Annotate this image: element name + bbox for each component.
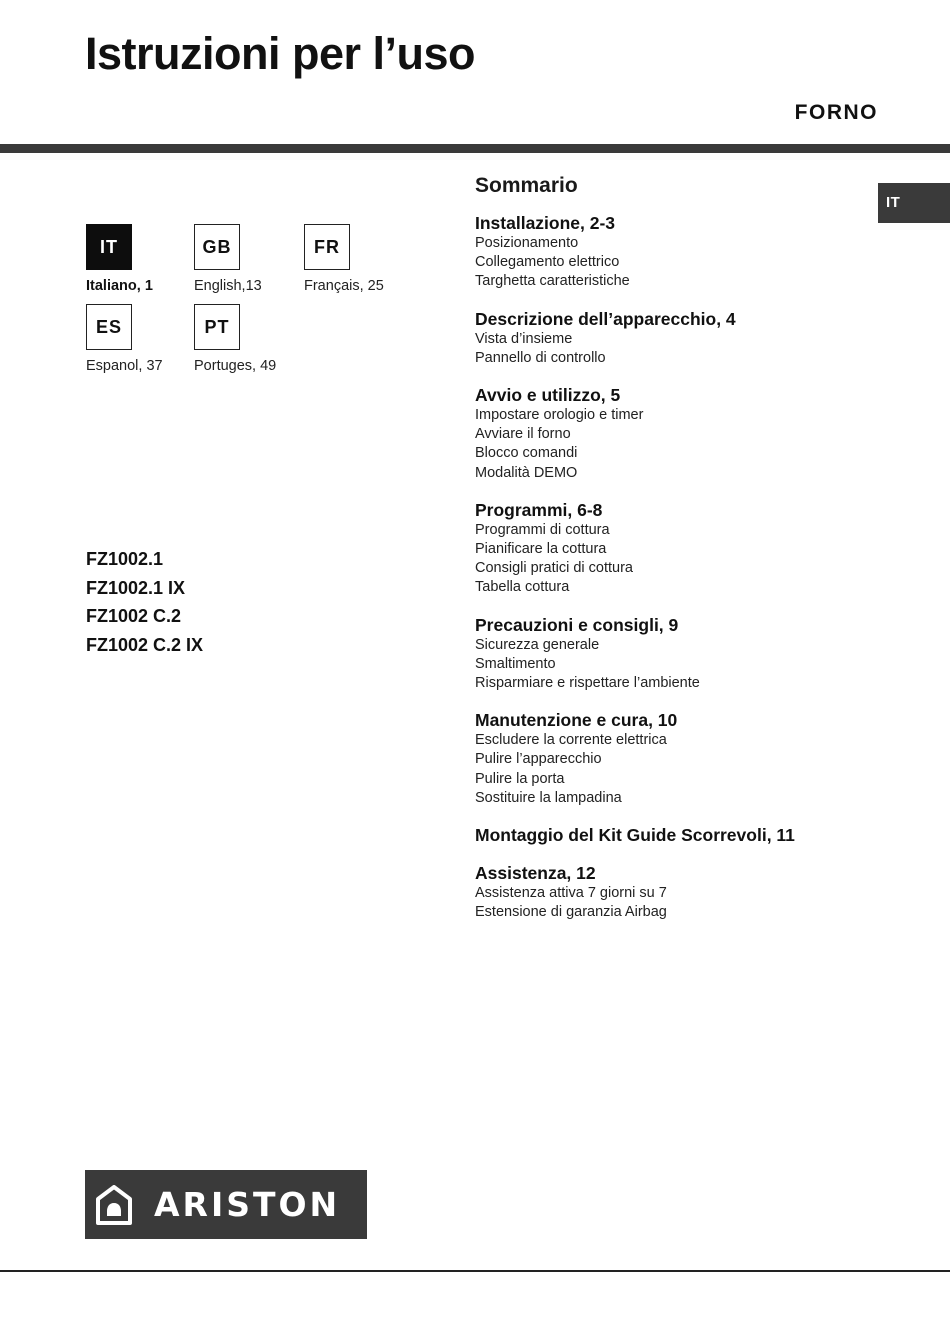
toc-item: Collegamento elettrico: [475, 254, 620, 271]
language-code-box[interactable]: ES: [86, 304, 132, 350]
toc-item: Pianificare la cottura: [475, 541, 607, 558]
toc-item: Programmi di cottura: [475, 521, 610, 538]
table-of-contents: [475, 174, 875, 938]
model-number: FZ1002.1 IX: [86, 577, 186, 598]
product-type: FORNO: [794, 101, 878, 124]
toc-section: [475, 499, 875, 598]
language-selector: [86, 224, 426, 374]
language-option-pt[interactable]: [194, 304, 304, 374]
language-code-box[interactable]: GB: [194, 224, 240, 270]
toc-item: Vista d’insieme: [475, 330, 573, 347]
toc-item: Sostituire la lampadina: [475, 789, 622, 806]
toc-item: Targhetta caratteristiche: [475, 273, 630, 290]
language-label: Italiano, 1: [86, 278, 153, 294]
toc-item: Blocco comandi: [475, 445, 578, 462]
toc-item: Risparmiare e rispettare l’ambiente: [475, 675, 700, 692]
toc-item: Avviare il forno: [475, 426, 571, 443]
toc-section: [475, 384, 875, 483]
toc-item: Pulire l’apparecchio: [475, 751, 602, 768]
toc-item: Tabella cottura: [475, 579, 570, 596]
language-label: English,13: [194, 278, 262, 294]
toc-heading: Programmi, 6-8: [475, 499, 603, 520]
language-code-box[interactable]: IT: [86, 224, 132, 270]
model-list: [86, 546, 203, 661]
page-title: Istruzioni per l’uso: [85, 28, 476, 79]
house-logo-icon: [96, 1185, 132, 1225]
toc-section: [475, 212, 875, 292]
toc-section: [475, 862, 875, 922]
toc-item: Posizionamento: [475, 235, 579, 251]
toc-item: Estensione di garanzia Airbag: [475, 904, 667, 921]
toc-item: Smaltimento: [475, 655, 556, 672]
toc-heading: Manutenzione e cura, 10: [475, 710, 678, 731]
language-label: Espanol, 37: [86, 358, 163, 374]
toc-heading: Avvio e utilizzo, 5: [475, 385, 621, 406]
toc-item: Pulire la porta: [475, 770, 565, 787]
toc-section: [475, 709, 875, 808]
model-number: FZ1002.1: [86, 549, 164, 569]
toc-item: Escludere la corrente elettrica: [475, 732, 667, 749]
language-option-es[interactable]: [86, 304, 194, 374]
language-code-box[interactable]: PT: [194, 304, 240, 350]
language-label: Français, 25: [304, 278, 384, 294]
language-code-box[interactable]: FR: [304, 224, 350, 270]
toc-item: Modalità DEMO: [475, 464, 578, 481]
toc-item: Pannello di controllo: [475, 349, 606, 366]
language-option-fr[interactable]: [304, 224, 412, 294]
model-number: FZ1002 C.2: [86, 606, 182, 627]
toc-item: Impostare orologio e timer: [475, 407, 644, 424]
toc-item: Assistenza attiva 7 giorni su 7: [475, 885, 667, 902]
language-option-gb[interactable]: [194, 224, 304, 294]
toc-sections: [475, 212, 875, 922]
brand-name: ARISTON: [154, 1185, 341, 1224]
toc-heading: Assistenza, 12: [475, 863, 596, 884]
toc-item: Sicurezza generale: [475, 636, 600, 653]
header-divider: [0, 144, 950, 153]
footer-divider: [0, 1270, 950, 1272]
toc-item: Consigli pratici di cottura: [475, 560, 633, 577]
language-side-tab: IT: [878, 183, 950, 223]
language-option-it[interactable]: [86, 224, 194, 294]
language-label: Portuges, 49: [194, 358, 277, 374]
model-number: FZ1002 C.2 IX: [86, 635, 204, 656]
toc-heading: Montaggio del Kit Guide Scorrevoli, 11: [475, 825, 795, 846]
toc-section: [475, 614, 875, 694]
toc-heading: Precauzioni e consigli, 9: [475, 614, 679, 635]
toc-title: Sommario: [475, 174, 578, 197]
toc-heading: Installazione, 2-3: [475, 213, 616, 233]
toc-section: [475, 308, 875, 368]
toc-heading: Descrizione dell’apparecchio, 4: [475, 308, 736, 329]
ariston-logo: [85, 1170, 367, 1239]
toc-section: [475, 824, 875, 846]
